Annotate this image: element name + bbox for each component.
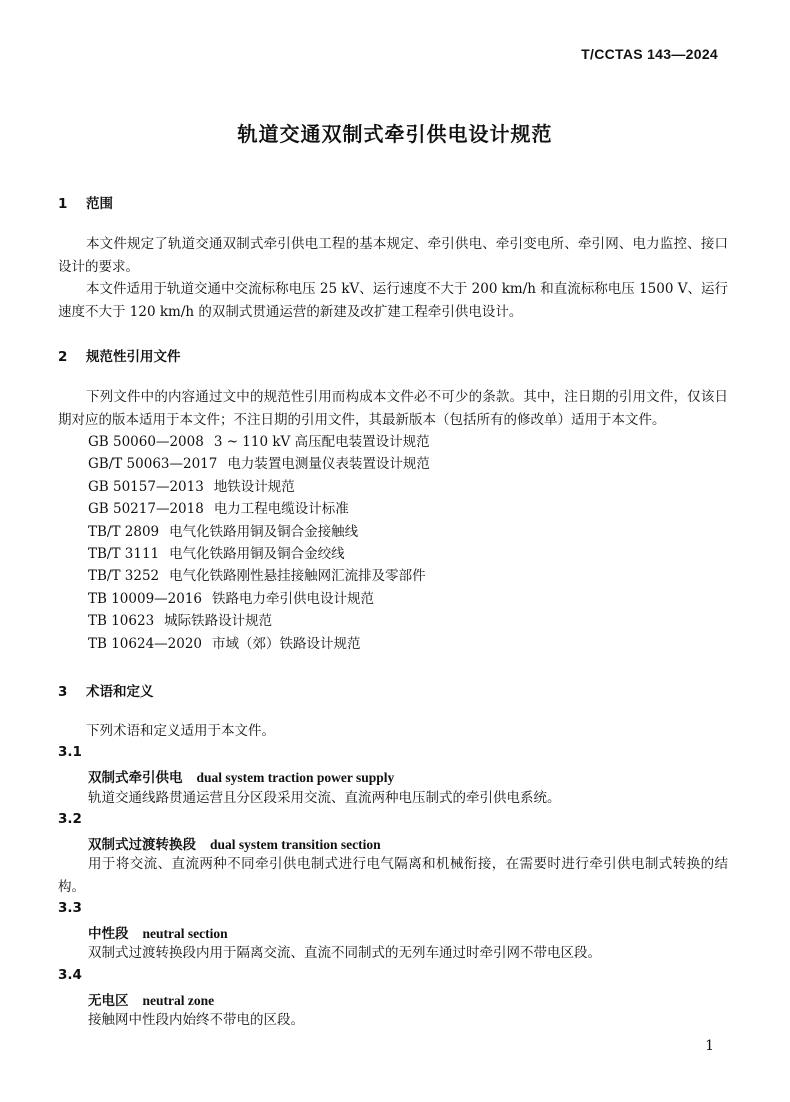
reference-code: GB 50060—2008	[88, 434, 204, 450]
term-name-en: neutral section	[142, 926, 228, 941]
reference-list	[88, 431, 430, 655]
list-item	[88, 476, 430, 498]
list-item	[88, 453, 430, 475]
term-name-zh: 无电区	[88, 993, 129, 1009]
document-title: 轨道交通双制式牵引供电设计规范	[237, 122, 553, 146]
list-item	[88, 610, 430, 632]
reference-code: TB/T 3111	[88, 546, 160, 563]
standard-code: T/CCTAS 143—2024	[581, 46, 718, 62]
section-number: 1	[58, 196, 68, 212]
reference-code: GB 50157—2013	[88, 478, 204, 495]
scope-paragraph-1: 本文件规定了轨道交通双制式牵引供电工程的基本规定、牵引供电、牵引变电所、牵引网、电力监控、接口设计的要求。	[58, 236, 728, 275]
term-definition: 轨道交通线路贯通运营且分区段采用交流、直流两种电压制式的牵引供电系统。	[88, 790, 561, 806]
term-number: 3.3	[58, 900, 82, 916]
reference-code: TB 10623	[88, 613, 155, 630]
reference-code: GB 50217—2018	[88, 501, 204, 518]
list-item	[88, 633, 430, 655]
list-item	[88, 498, 430, 520]
term-number: 3.1	[58, 744, 82, 760]
term-name	[88, 766, 394, 786]
reference-title: 电力装置电测量仪表装置设计规范	[227, 456, 430, 473]
term-name-en: neutral zone	[142, 993, 215, 1008]
term-name-zh: 双制式牵引供电	[88, 770, 183, 786]
section-number: 3	[58, 684, 68, 700]
term-name	[88, 922, 228, 942]
reference-code: TB/T 3252	[88, 568, 160, 585]
term-definition: 接触网中性段内始终不带电的区段。	[88, 1012, 304, 1028]
reference-title: 市域（郊）铁路设计规范	[212, 635, 361, 652]
term-name-zh: 双制式过渡转换段	[88, 837, 196, 853]
reference-title: 3 ~ 110 kV 高压配电装置设计规范	[213, 434, 430, 450]
term-number: 3.4	[58, 967, 82, 983]
list-item	[88, 431, 430, 453]
section-number: 2	[58, 349, 68, 365]
term-definition: 用于将交流、直流两种不同牵引供电制式进行电气隔离和机械衔接，在需要时进行牵引供电制式转换的结构。	[58, 856, 728, 895]
reference-code: TB 10009—2016	[88, 590, 203, 607]
list-item	[88, 565, 430, 587]
reference-code: TB/T 2809	[88, 523, 160, 540]
term-name	[88, 989, 214, 1009]
section-title: 范围	[86, 196, 113, 212]
reference-title: 电气化铁路用铜及铜合金接触线	[169, 523, 359, 540]
reference-code: TB 10624—2020	[88, 635, 203, 652]
section-title: 规范性引用文件	[86, 349, 181, 365]
section-heading-scope	[58, 192, 113, 212]
page-number: 1	[705, 1038, 714, 1054]
scope-paragraph-2: 本文件适用于轨道交通中交流标称电压 25 kV、运行速度不大于 200 km/h 和直流标称电压 1500 V、运行速度不大于 120 km/h 的双制式贯通运营的新建及改扩建工程牵引供电设计。	[58, 281, 728, 320]
reference-title: 电气化铁路用铜及铜合金绞线	[169, 546, 345, 563]
term-number: 3.2	[58, 811, 82, 827]
list-item	[88, 521, 430, 543]
term-name-en: dual system traction power supply	[196, 770, 395, 785]
section-heading-terms	[58, 680, 154, 700]
reference-title: 铁路电力牵引供电设计规范	[212, 590, 375, 607]
term-name	[88, 833, 381, 853]
terms-intro: 下列术语和定义适用于本文件。	[86, 723, 275, 739]
reference-code: GB/T 50063—2017	[88, 456, 218, 473]
reference-title: 城际铁路设计规范	[164, 613, 273, 630]
list-item	[88, 543, 430, 565]
reference-title: 电气化铁路刚性悬挂接触网汇流排及零部件	[169, 568, 426, 585]
term-name-en: dual system transition section	[210, 837, 381, 852]
list-item	[88, 588, 430, 610]
section-heading-normative-refs	[58, 345, 181, 365]
term-definition: 双制式过渡转换段内用于隔离交流、直流不同制式的无列车通过时牵引网不带电区段。	[88, 945, 601, 961]
section-title: 术语和定义	[86, 684, 154, 700]
reference-title: 电力工程电缆设计标准	[213, 501, 349, 518]
reference-title: 地铁设计规范	[213, 478, 295, 495]
normative-refs-intro: 下列文件中的内容通过文中的规范性引用而构成本文件必不可少的条款。其中，注日期的引用文件，仅该日期对应的版本适用于本文件；不注日期的引用文件，其最新版本（包括所有的修改单）适用于本文件。	[58, 389, 728, 428]
term-name-zh: 中性段	[88, 926, 129, 942]
